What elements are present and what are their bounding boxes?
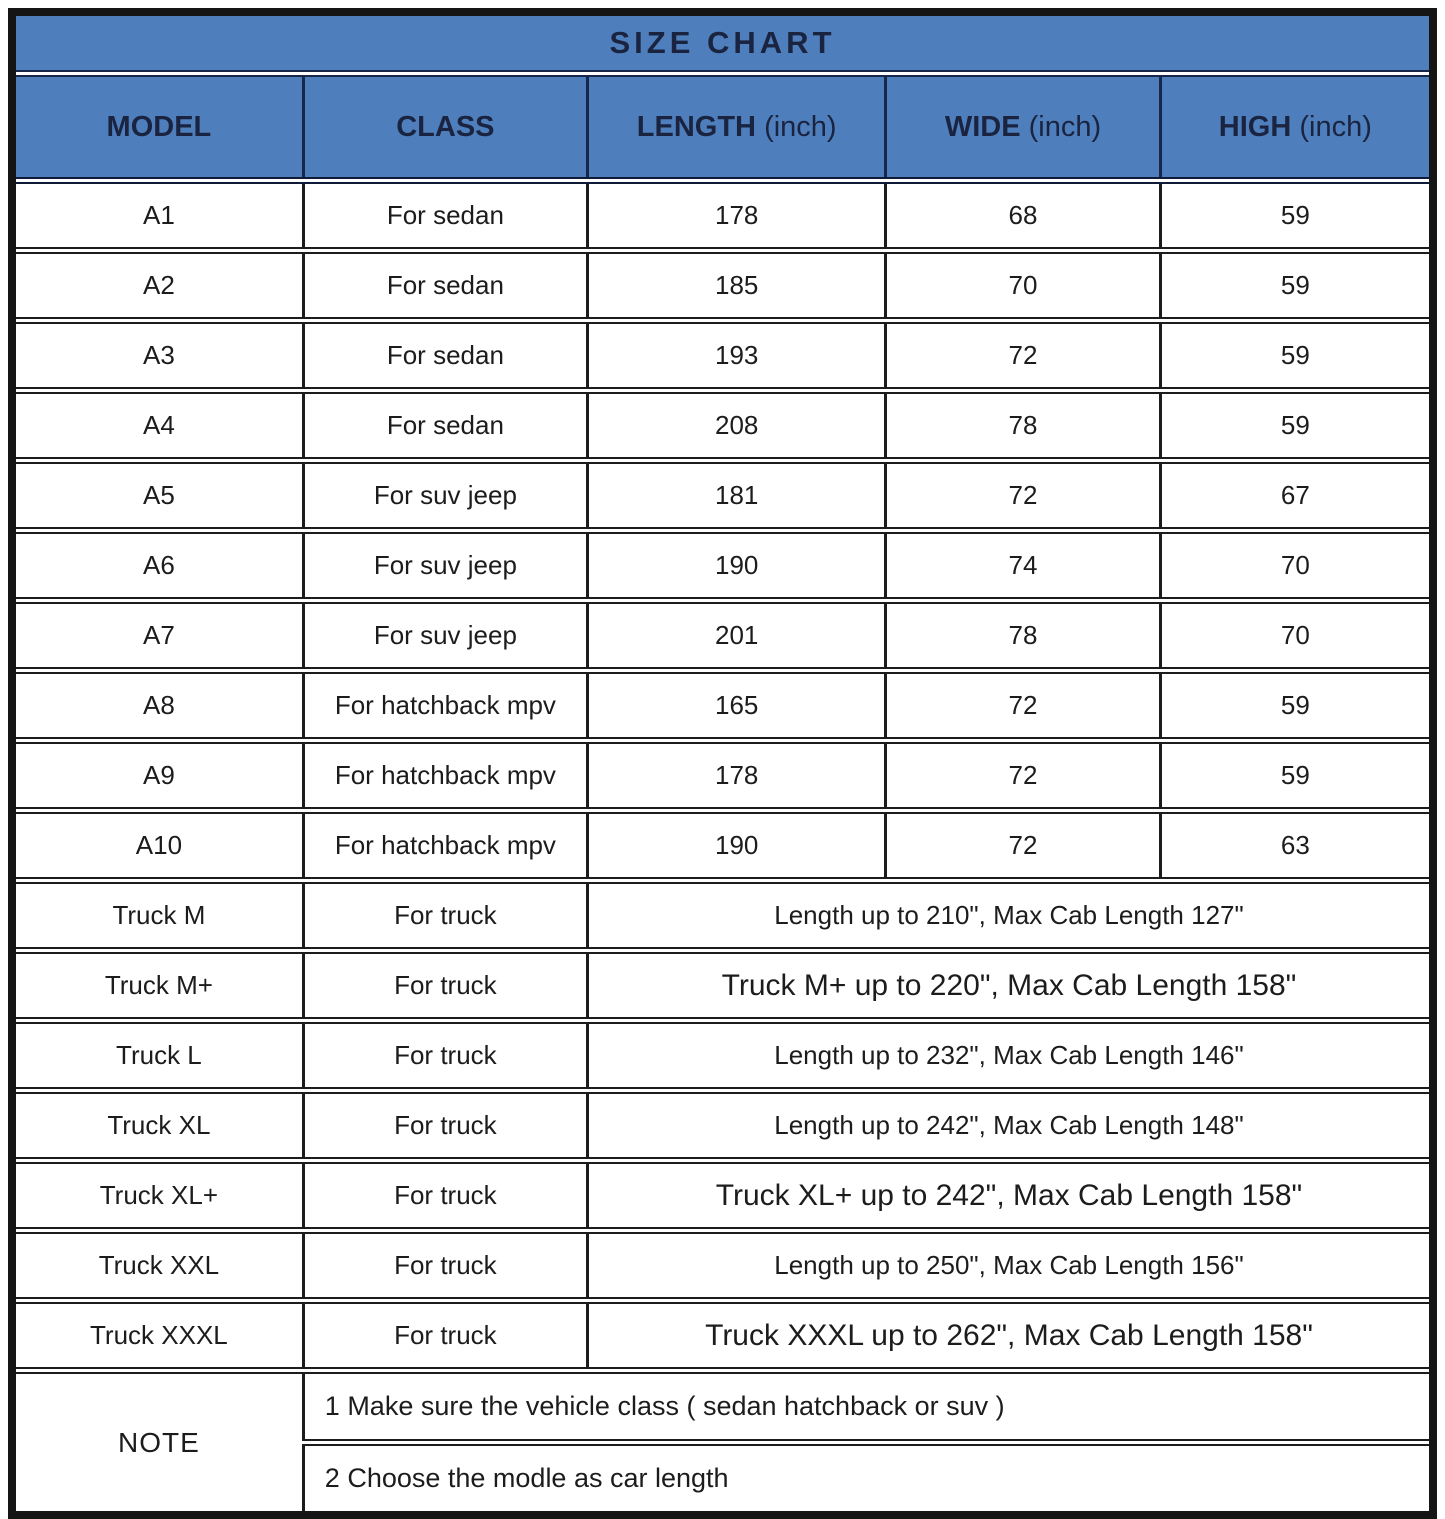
class-cell: For truck xyxy=(303,1301,587,1371)
class-cell: For hatchback mpv xyxy=(303,671,587,741)
model-cell: Truck M xyxy=(12,881,303,951)
model-cell: Truck M+ xyxy=(12,951,303,1021)
table-row-truck-xxl xyxy=(12,1231,1433,1301)
model-cell: A10 xyxy=(12,811,303,881)
wide-cell: 72 xyxy=(886,811,1160,881)
high-cell: 59 xyxy=(1160,391,1433,461)
table-row-a4 xyxy=(12,391,1433,461)
high-cell: 67 xyxy=(1160,461,1433,531)
table-row-truck-m xyxy=(12,881,1433,951)
model-cell: A2 xyxy=(12,251,303,321)
length-cell: 190 xyxy=(587,811,885,881)
class-cell: For truck xyxy=(303,951,587,1021)
wide-cell: 72 xyxy=(886,671,1160,741)
length-cell: 178 xyxy=(587,741,885,811)
table-row-a1 xyxy=(12,181,1433,251)
class-cell: For truck xyxy=(303,1021,587,1091)
col-header-high-label: HIGH xyxy=(1218,110,1292,143)
table-row-a5 xyxy=(12,461,1433,531)
high-cell: 59 xyxy=(1160,671,1433,741)
table-row-a3 xyxy=(12,321,1433,391)
length-cell: 178 xyxy=(587,181,885,251)
high-cell: 59 xyxy=(1160,181,1433,251)
col-header-model xyxy=(12,74,303,181)
col-header-wide xyxy=(886,74,1160,181)
length-cell: 193 xyxy=(587,321,885,391)
col-header-length-label: LENGTH xyxy=(636,110,756,143)
model-cell: A3 xyxy=(12,321,303,391)
high-cell: 63 xyxy=(1160,811,1433,881)
class-cell: For truck xyxy=(303,1091,587,1161)
col-header-length xyxy=(587,74,885,181)
wide-cell: 74 xyxy=(886,531,1160,601)
table-row-a2 xyxy=(12,251,1433,321)
class-cell: For sedan xyxy=(303,321,587,391)
high-cell: 59 xyxy=(1160,741,1433,811)
note-row-1 xyxy=(12,1371,1433,1443)
col-header-class-label: CLASS xyxy=(396,110,495,143)
class-cell: For sedan xyxy=(303,391,587,461)
truck-size-description: Length up to 250", Max Cab Length 156" xyxy=(587,1231,1433,1301)
length-cell: 165 xyxy=(587,671,885,741)
note-label: NOTE xyxy=(12,1371,303,1516)
col-header-length-unit: (inch) xyxy=(764,110,837,143)
class-cell: For suv jeep xyxy=(303,461,587,531)
column-header-row xyxy=(12,74,1433,181)
truck-size-description: Length up to 232", Max Cab Length 146" xyxy=(587,1021,1433,1091)
wide-cell: 72 xyxy=(886,741,1160,811)
col-header-wide-unit: (inch) xyxy=(1028,110,1102,143)
length-cell: 201 xyxy=(587,601,885,671)
size-chart-table xyxy=(8,8,1437,1519)
col-header-class xyxy=(303,74,587,181)
length-cell: 185 xyxy=(587,251,885,321)
table-row-truck-xl-plus xyxy=(12,1161,1433,1231)
col-header-high-unit: (inch) xyxy=(1299,110,1372,143)
truck-size-description: Length up to 210", Max Cab Length 127" xyxy=(587,881,1433,951)
col-header-model-label: MODEL xyxy=(106,110,212,143)
class-cell: For hatchback mpv xyxy=(303,811,587,881)
high-cell: 70 xyxy=(1160,531,1433,601)
wide-cell: 72 xyxy=(886,461,1160,531)
truck-size-description: Truck XXXL up to 262", Max Cab Length 158" xyxy=(587,1301,1433,1371)
high-cell: 59 xyxy=(1160,251,1433,321)
high-cell: 70 xyxy=(1160,601,1433,671)
class-cell: For sedan xyxy=(303,251,587,321)
wide-cell: 78 xyxy=(886,391,1160,461)
col-header-high xyxy=(1160,74,1433,181)
table-row-truck-m-plus xyxy=(12,951,1433,1021)
model-cell: A6 xyxy=(12,531,303,601)
length-cell: 208 xyxy=(587,391,885,461)
model-cell: A7 xyxy=(12,601,303,671)
wide-cell: 78 xyxy=(886,601,1160,671)
table-row-a6 xyxy=(12,531,1433,601)
model-cell: A1 xyxy=(12,181,303,251)
table-row-truck-xxxl xyxy=(12,1301,1433,1371)
table-row-a9 xyxy=(12,741,1433,811)
note-line-1: 1 Make sure the vehicle class ( sedan hatchback or suv ) xyxy=(303,1371,1433,1443)
class-cell: For hatchback mpv xyxy=(303,741,587,811)
model-cell: Truck XL xyxy=(12,1091,303,1161)
note-line-2: 2 Choose the modle as car length xyxy=(303,1443,1433,1516)
model-cell: A5 xyxy=(12,461,303,531)
model-cell: A9 xyxy=(12,741,303,811)
class-cell: For truck xyxy=(303,1231,587,1301)
length-cell: 181 xyxy=(587,461,885,531)
table-row-a7 xyxy=(12,601,1433,671)
table-row-truck-xl xyxy=(12,1091,1433,1161)
truck-size-description: Length up to 242", Max Cab Length 148" xyxy=(587,1091,1433,1161)
table-row-a10 xyxy=(12,811,1433,881)
col-header-wide-label: WIDE xyxy=(944,110,1021,143)
wide-cell: 68 xyxy=(886,181,1160,251)
truck-size-description: Truck M+ up to 220", Max Cab Length 158" xyxy=(587,951,1433,1021)
class-cell: For suv jeep xyxy=(303,601,587,671)
model-cell: Truck XL+ xyxy=(12,1161,303,1231)
table-row-truck-l xyxy=(12,1021,1433,1091)
truck-size-description: Truck XL+ up to 242", Max Cab Length 158" xyxy=(587,1161,1433,1231)
class-cell: For truck xyxy=(303,1161,587,1231)
class-cell: For suv jeep xyxy=(303,531,587,601)
length-cell: 190 xyxy=(587,531,885,601)
model-cell: A4 xyxy=(12,391,303,461)
high-cell: 59 xyxy=(1160,321,1433,391)
table-title: SIZE CHART xyxy=(12,12,1433,74)
model-cell: A8 xyxy=(12,671,303,741)
model-cell: Truck XXL xyxy=(12,1231,303,1301)
model-cell: Truck XXXL xyxy=(12,1301,303,1371)
wide-cell: 70 xyxy=(886,251,1160,321)
class-cell: For sedan xyxy=(303,181,587,251)
title-row xyxy=(12,12,1433,74)
model-cell: Truck L xyxy=(12,1021,303,1091)
wide-cell: 72 xyxy=(886,321,1160,391)
class-cell: For truck xyxy=(303,881,587,951)
table-row-a8 xyxy=(12,671,1433,741)
